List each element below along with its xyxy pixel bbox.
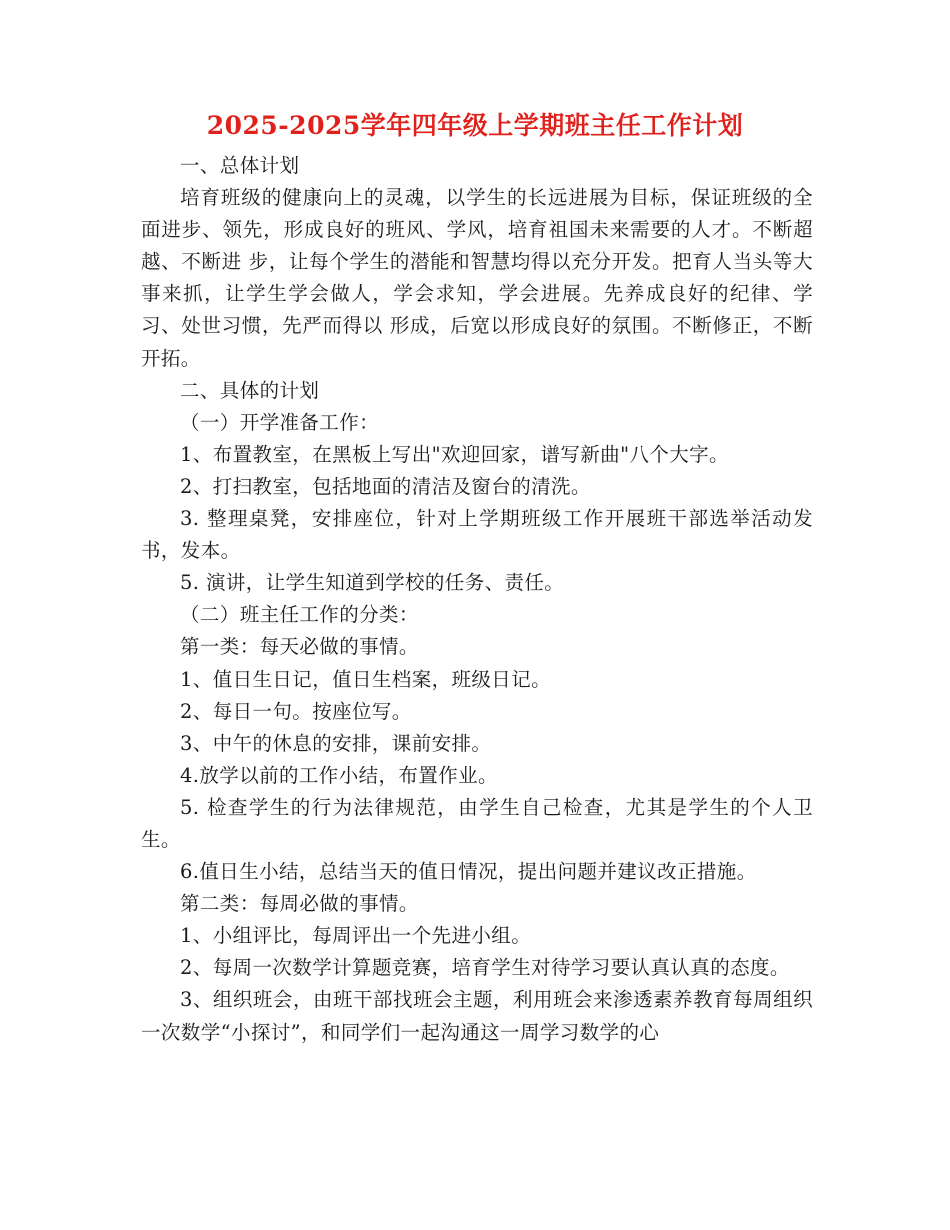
list-item: 1、布置教室，在黑板上写出"欢迎回家，谱写新曲"八个大字。 [180, 442, 729, 466]
list-item: 5. 检查学生的行为法律规范，由学生自己检查，尤其是学生的个人卫生。 [141, 795, 813, 851]
list-item: 1、值日生日记，值日生档案，班级日记。 [180, 667, 552, 691]
document-body [141, 150, 813, 1049]
section-heading-specific-plan: 二、具体的计划 [180, 378, 320, 402]
list-item: 4.放学以前的工作小结，布置作业。 [180, 763, 498, 787]
subsection-heading-preparation: （一）开学准备工作： [180, 410, 380, 434]
overall-plan-paragraph: 培育班级的健康向上的灵魂，以学生的长远进展为目标，保证班级的全面进步、领先，形成良好的班风、学风，培育祖国未来需要的人才。不断超越、不断进 步，让每个学生的潜能和智慧均得以充分开发。把育人当头等大事来抓，让学生学会做人，学会求知，学会进展。先养成良好的纪律、学习、处世习惯，先严而得以 形成，后宽以形成良好的氛围。不断修正，不断开拓。 [141, 186, 813, 370]
list-item: 2、打扫教室，包括地面的清洁及窗台的清洗。 [180, 474, 591, 498]
list-item: 1、小组评比，每周评出一个先进小组。 [180, 924, 532, 948]
list-item: 2、每周一次数学计算题竞赛，培育学生对待学习要认真认真的态度。 [180, 956, 790, 980]
list-item: 3. 整理桌凳，安排座位，针对上学期班级工作开展班干部选举活动发书，发本。 [141, 507, 813, 563]
section-heading-overall-plan: 一、总体计划 [180, 154, 300, 177]
category-heading-daily: 第一类：每天必做的事情。 [180, 635, 419, 659]
subsection-heading-classification: （二）班主任工作的分类： [180, 603, 419, 627]
list-item: 2、每日一句。按座位写。 [180, 699, 412, 723]
document-title: 2025-2025学年四年级上学期班主任工作计划 [206, 111, 744, 140]
list-item: 6.值日生小结，总结当天的值日情况，提出问题并建议改正措施。 [180, 860, 757, 884]
list-item: 3、中午的休息的安排，课前安排。 [180, 731, 492, 755]
list-item: 3、组织班会，由班干部找班会主题，利用班会来渗透素养教育每周组织一次数学“小探讨”，和同学们一起沟通这一周学习数学的心 [141, 988, 813, 1044]
list-item: 5. 演讲，让学生知道到学校的任务、责任。 [180, 571, 565, 595]
category-heading-weekly: 第二类：每周必做的事情。 [180, 892, 419, 916]
